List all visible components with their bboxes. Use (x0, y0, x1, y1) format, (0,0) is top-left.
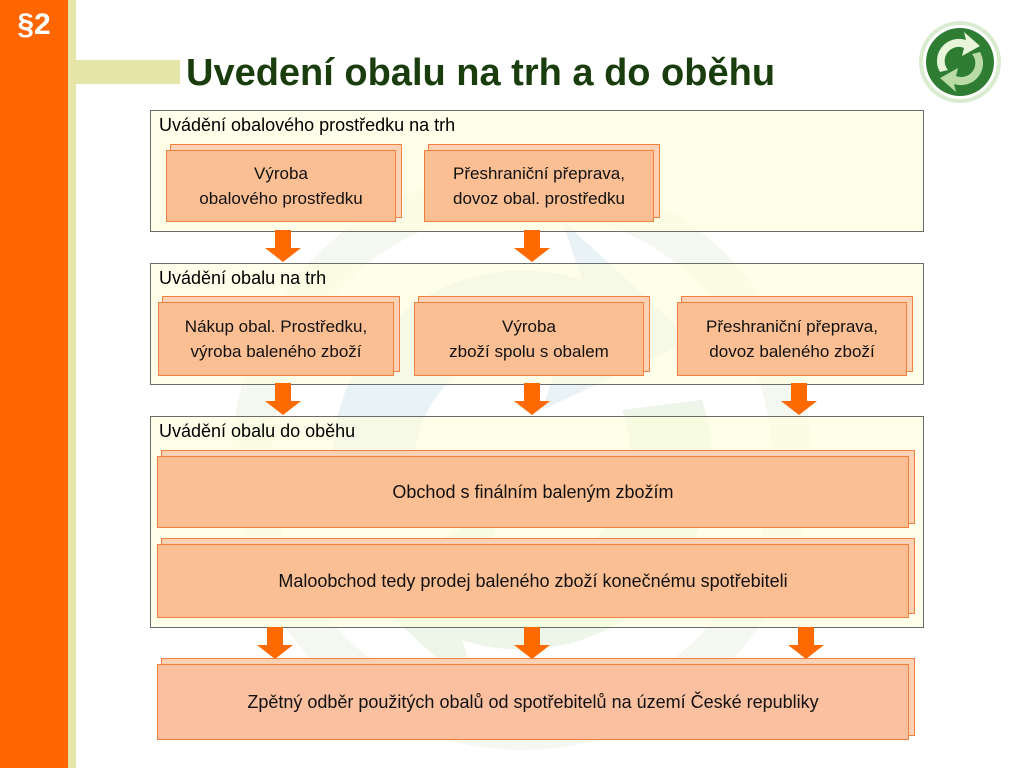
down-arrow-icon (514, 230, 550, 262)
section-badge: §2 (17, 8, 51, 41)
sidebar-stripe (68, 0, 76, 768)
down-arrow-icon (788, 627, 824, 659)
page-title: Uvedení obalu na trh a do oběhu (186, 52, 776, 94)
down-arrow-icon (514, 627, 550, 659)
down-arrow-icon (257, 627, 293, 659)
box-packaging-import (424, 150, 654, 222)
title-accent-bar (76, 60, 180, 84)
box-line: Nákup obal. Prostředku, (184, 316, 368, 336)
box-text: Zpětný odběr použitých obalů od spotřebitelů na území České republiky (247, 691, 819, 712)
box-line: obalového prostředku (199, 189, 363, 208)
down-arrow-icon (265, 230, 301, 262)
down-arrow-icon (514, 383, 550, 415)
box-retail (157, 544, 909, 618)
down-arrow-icon (781, 383, 817, 415)
box-line: Výroba (502, 316, 556, 336)
panel-title: Uvádění obalu do oběhu (159, 421, 356, 441)
panel-title: Uvádění obalového prostředku na trh (159, 115, 456, 135)
box-line: dovoz obal. prostředku (453, 189, 625, 208)
sidebar (0, 0, 68, 768)
box-line: Výroba (254, 163, 308, 183)
box-trade-final-goods (157, 456, 909, 528)
green-dot-recycling-icon (918, 20, 1002, 104)
box-goods-import (677, 302, 907, 376)
box-goods-production (414, 302, 644, 376)
down-arrow-icon (265, 383, 301, 415)
box-line: výroba baleného zboží (190, 342, 362, 361)
box-line: zboží spolu s obalem (449, 342, 609, 361)
box-line: Přeshraniční přeprava, (453, 163, 625, 183)
box-line: dovoz baleného zboží (709, 342, 875, 361)
box-line: Přeshraniční přeprava, (706, 316, 878, 336)
box-packaging-production (166, 150, 396, 222)
box-purchase-packaging (158, 302, 394, 376)
box-text: Obchod s finálním baleným zbožím (392, 481, 674, 502)
box-text: Maloobchod tedy prodej baleného zboží konečnému spotřebiteli (278, 570, 788, 591)
box-take-back (157, 664, 909, 740)
panel-title: Uvádění obalu na trh (159, 268, 327, 288)
